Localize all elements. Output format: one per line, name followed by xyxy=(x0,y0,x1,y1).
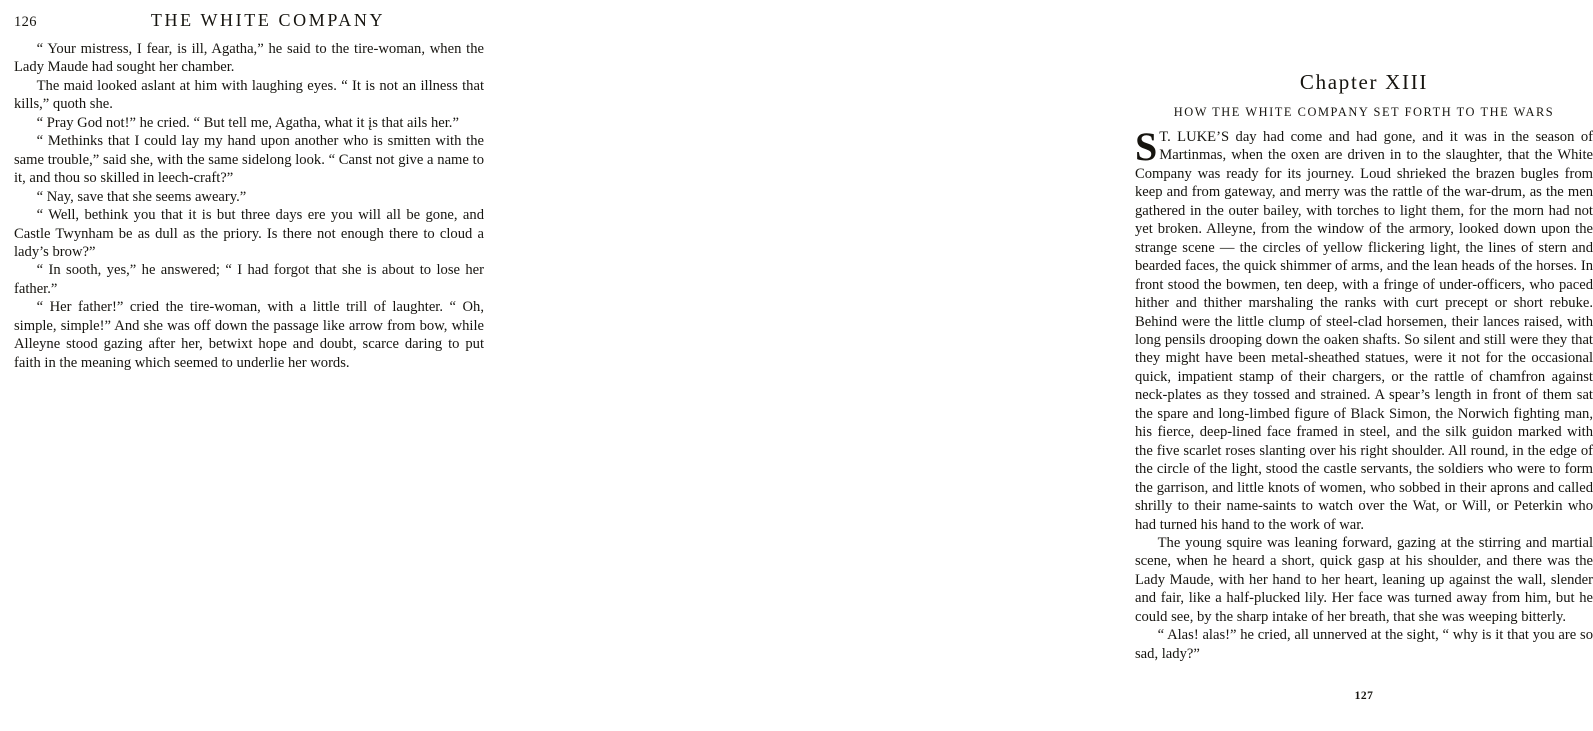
paragraph: “ Nay, save that she seems aweary.” xyxy=(36,188,247,205)
left-page xyxy=(0,0,537,731)
running-head-left xyxy=(14,10,484,36)
paragraph: The maid looked aslant at him with laughing eyes. “ It is not an illness that kills,” quoth she. xyxy=(14,77,484,113)
folio-top-left: 126 xyxy=(14,14,37,30)
paragraph: “ Your mistress, I fear, is ill, Agatha,” he said to the tire-woman, when the Lady Maude had sought her chamber. xyxy=(14,41,484,76)
running-head-title: THE WHITE COMPANY xyxy=(150,10,386,30)
folio-bottom-right: 127 xyxy=(1354,690,1374,702)
right-page-body xyxy=(1135,124,1593,663)
paragraph: “ Methinks that I could lay my hand upon another who is smitten with the same trouble,” said she, with the same sidelong look. “ Canst not give a name to it, and thou so skilled in leech-craft?” xyxy=(14,133,484,187)
paragraph: The young squire was leaning forward, gazing at the stirring and martial scene, when he heard a short, quick gasp at his shoulder, and there was the Lady Maude, with her hand to her heart, leaning up against the wall, slender and fair, like a half-plucked lily. Her face was turned away from him, but he could see, by the sharp intake of her breath, that she was weeping bitterly. xyxy=(1135,534,1593,625)
paragraph: “ Well, bethink you that it is but three days ere you will all be gone, and Castle Twynham be as dull as the priory. Is there not enough there to cloud a lady’s brow?” xyxy=(14,207,484,260)
paragraph: “ Pray God not!” he cried. “ But tell me, Agatha, what it įs that ails her.” xyxy=(36,114,459,131)
drop-cap: S xyxy=(1135,124,1158,169)
paragraph: “ In sooth, yes,” he answered; “ I had forgot that she is about to lose her father.” xyxy=(14,262,484,297)
chapter-title: Chapter XIII xyxy=(1299,70,1429,94)
opening-paragraph-text: T. LUKE’S day had come and had gone, and it was in the season of Martinmas, when the oxen are driven in to the slaughter, that the White Company was ready for its journey. Loud shrieked the brazen bugles from keep and from gateway, and merry was the rattle of the war-drum, as the men gathered in the outer bailey, with torches to light them, for the morn had not yet broken. Alleyne, from the window of the armory, looked down upon the strange scene — the circles of yellow flickering light, the lines of stern and bearded faces, the quick shimmer of arms, and the lean heads of the horses. In front stood the bowmen, ten deep, with a fringe of under-officers, who paced hither and thither marshaling the ranks with curt precept or short rebuke. Behind were the little clump of steel-clad horsemen, their lances raised, with long pensils drooping down the oaken shafts. So silent and still were they that they might have been metal-sheathed statues, were it not for the occasional quick, impatient stamp of their chargers, or the rattle of chamfron against neck-plates as they tossed and strained. A spear’s length in front of them sat the spare and long-limbed figure of Black Simon, the Norwich fighting man, his fierce, deep-lined face framed in steel, and the silk guidon marked with the five scarlet roses slanting over his right shoulder. All round, in the edge of the circle of the light, stood the castle servants, the soldiers who were to form the garrison, and little knots of women, who sobbed in their aprons and called shrilly to their name-saints to watch over the Wat, or Will, or Peterkin who had turned his hand to the work of war. xyxy=(1135,129,1593,533)
paragraph: “ Alas! alas!” he cried, all unnerved at the sight, “ why is it that you are so sad, lady?” xyxy=(1135,627,1593,662)
opening-paragraph xyxy=(1135,124,1593,534)
paragraph: “ Her father!” cried the tire-woman, with a little trill of laughter. “ Oh, simple, simple!” And she was off down the passage like arrow from bow, while Alleyne stood gazing after her, betwixt hope and doubt, scarce daring to put faith in the meaning which seemed to underlie her words. xyxy=(14,299,484,371)
chapter-subtitle: HOW THE WHITE COMPANY SET FORTH TO THE WARS xyxy=(1173,105,1555,119)
right-page xyxy=(537,0,1593,731)
left-page-body xyxy=(14,40,484,372)
